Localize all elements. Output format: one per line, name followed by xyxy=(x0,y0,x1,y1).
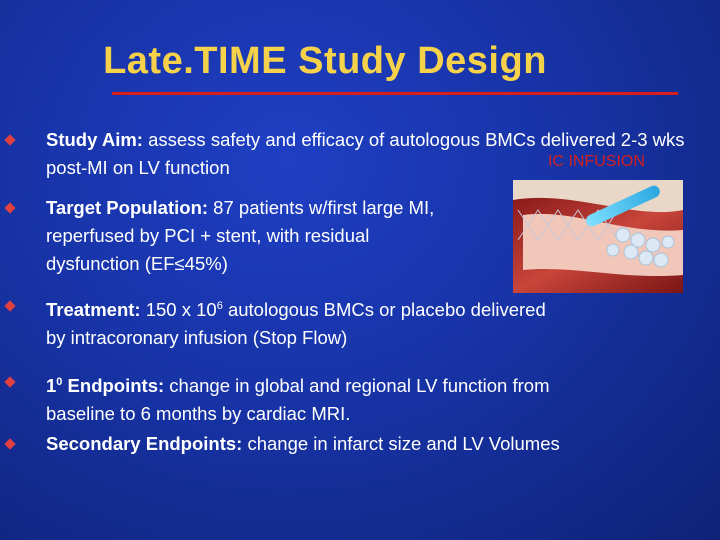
superscript: 6 xyxy=(216,300,223,312)
bullet-label: Treatment: xyxy=(46,299,141,321)
slide-title: Late.TIME Study Design xyxy=(103,40,547,82)
bullet-label: Study Aim: xyxy=(46,129,143,150)
bullet-text: 150 x 10 xyxy=(140,299,217,321)
diamond-bullet-icon xyxy=(4,376,15,387)
ic-infusion-label: IC INFUSION xyxy=(548,153,645,170)
bullet-treatment xyxy=(6,292,676,352)
stent-infusion-image xyxy=(513,180,683,293)
bullet-label: Target Population: xyxy=(46,197,209,218)
diamond-bullet-icon xyxy=(4,134,15,145)
bullet-text: 87 patients w/first large MI, reperfused by PCI + stent, with residual dysfunction (EF≤45%) xyxy=(46,197,435,274)
bullet-secondary-endpoints xyxy=(6,430,676,458)
diamond-bullet-icon xyxy=(4,202,15,213)
bullet-primary-endpoints xyxy=(6,368,676,428)
diamond-bullet-icon xyxy=(4,438,15,449)
bullet-label: Secondary Endpoints: xyxy=(46,433,243,454)
bullet-text: assess safety and efficacy of autologous BMCs delivered 2-3 wks post-MI on LV function xyxy=(46,129,685,178)
bullet-text: change in global and regional LV function from baseline to 6 months by cardiac MRI. xyxy=(46,375,550,425)
title-underline xyxy=(112,92,678,95)
diamond-bullet-icon xyxy=(4,300,15,311)
bullet-text: change in infarct size and LV Volumes xyxy=(242,433,560,454)
bullet-text: autologous BMCs or placebo delivered by intracoronary infusion (Stop Flow) xyxy=(46,299,546,349)
bullet-label: $1^0$ Endpoints: xyxy=(46,375,165,397)
